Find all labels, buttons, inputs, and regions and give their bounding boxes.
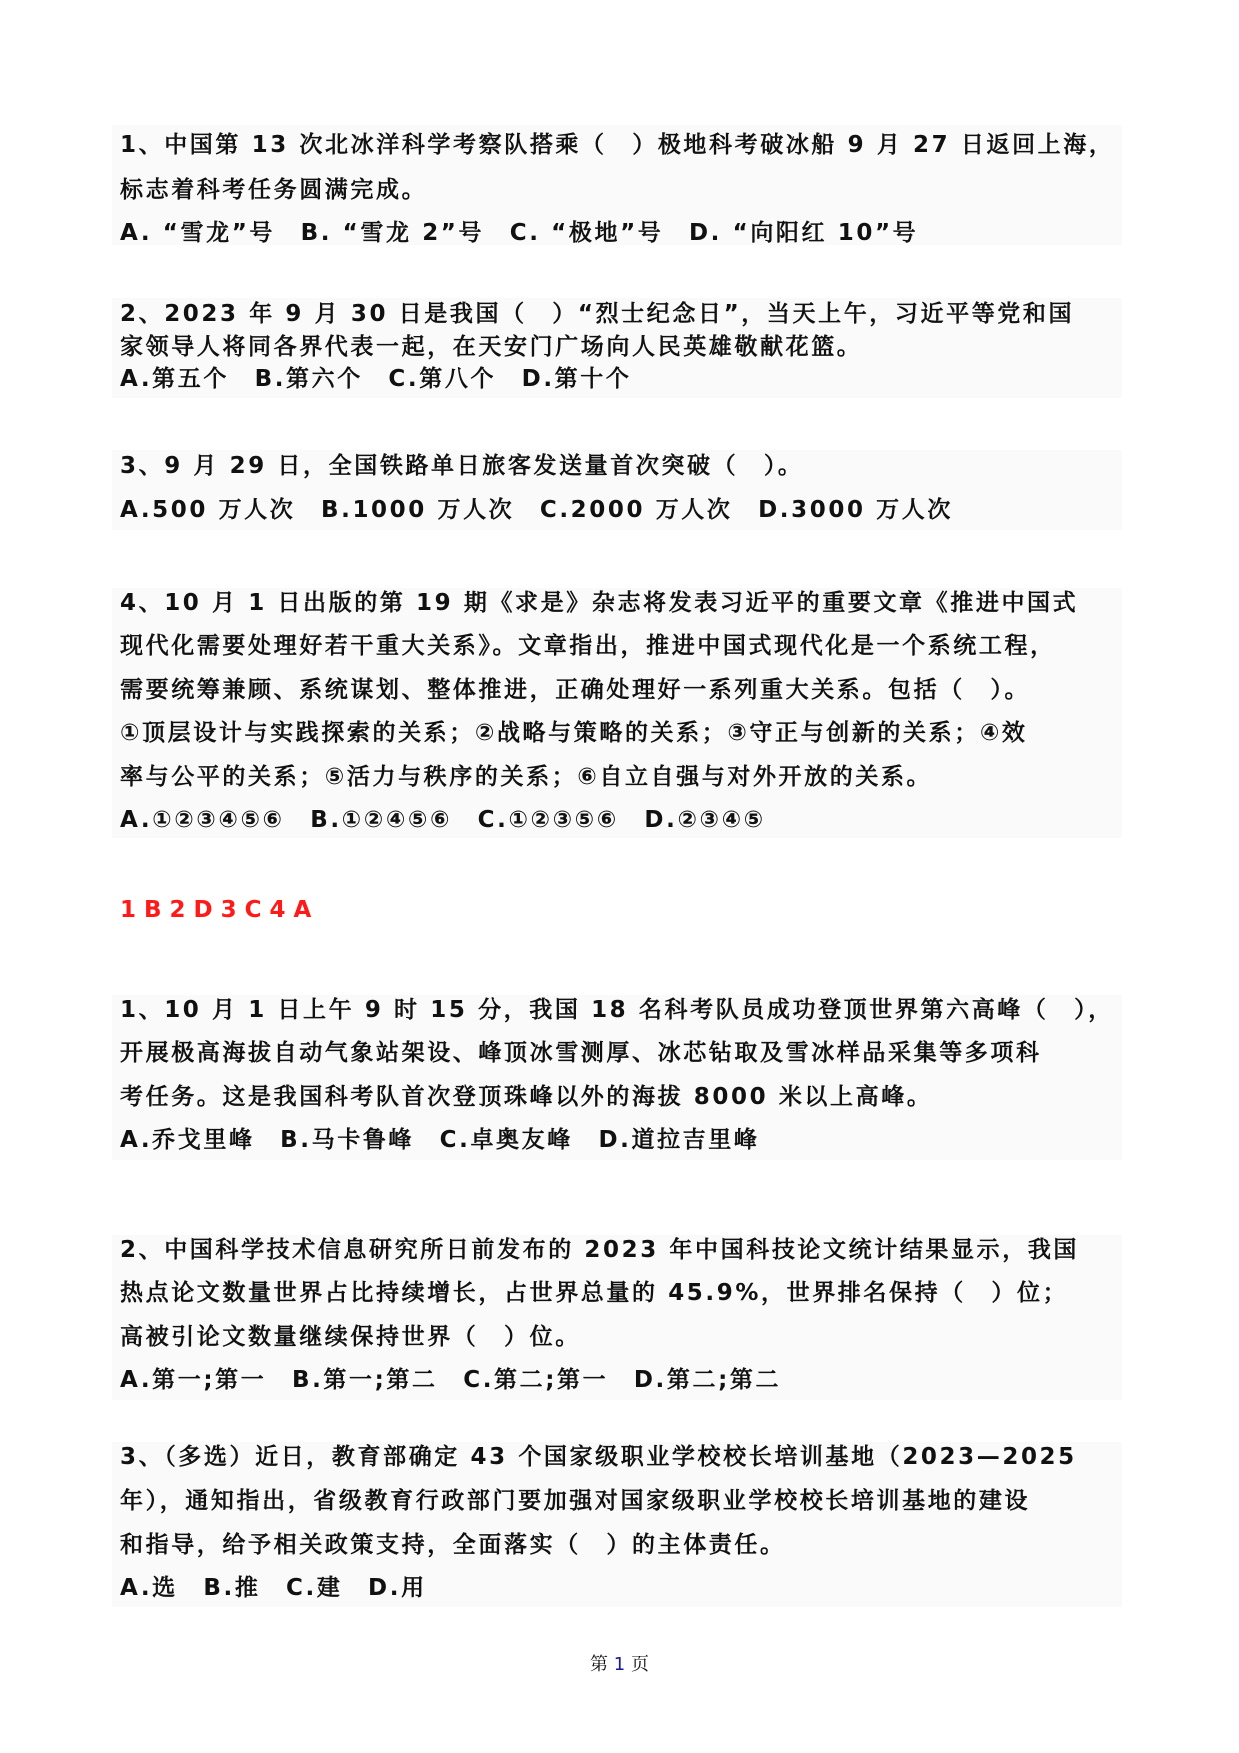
question-options: A.①②③④⑤⑥ B.①②④⑤⑥ C.①②③⑤⑥ D.②③④⑤ [120,807,766,833]
question-text: 热点论文数量世界占比持续增长，占世界总量的 45.9%，世界排名保持（ ）位； [120,1280,1069,1306]
question-text: 和指导，给予相关政策支持，全面落实（ ）的主体责任。 [120,1532,786,1558]
question-text: 开展极高海拔自动气象站架设、峰顶冰雪测厚、冰芯钻取及雪冰样品采集等多项科 [120,1040,1042,1066]
question-text: 高被引论文数量继续保持世界（ ）位。 [120,1324,581,1350]
question-text: 1、10 月 1 日上午 9 时 15 分，我国 18 名科考队员成功登顶世界第六高峰（ ）， [120,997,1114,1023]
question-text: 家领导人将同各界代表一起，在天安门广场向人民英雄敬献花篮。 [120,334,863,360]
question-options: A.选 B.推 C.建 D.用 [120,1575,427,1601]
question-text: 年），通知指出，省级教育行政部门要加强对国家级职业学校校长培训基地的建设 [120,1488,1031,1514]
question-text: 2、2023 年 9 月 30 日是我国（ ）“烈士纪念日”，当天上午，习近平等党和国 [120,301,1075,327]
question-text: 率与公平的关系；⑤活力与秩序的关系；⑥自立自强与对外开放的关系。 [120,764,933,790]
answer-key: 1B2D3C4A [120,897,320,923]
question-block [112,588,1122,838]
question-text: 需要统筹兼顾、系统谋划、整体推进，正确处理好一系列重大关系。包括（ ）。 [120,677,1031,703]
question-options: A.第五个 B.第六个 C.第八个 D.第十个 [120,366,632,392]
question-options: A.乔戈里峰 B.马卡鲁峰 C.卓奥友峰 D.道拉吉里峰 [120,1127,760,1153]
question-text: 4、10 月 1 日出版的第 19 期《求是》杂志将发表习近平的重要文章《推进中国式 [120,590,1079,616]
question-text: 3、9 月 29 日，全国铁路单日旅客发送量首次突破（ ）。 [120,453,804,479]
page-footer [0,1650,1239,1676]
question-text: 标志着科考任务圆满完成。 [120,177,428,203]
footer-suffix: 页 [630,1654,649,1675]
page-number: 1 [613,1654,626,1675]
question-text: 现代化需要处理好若干重大关系》。文章指出，推进中国式现代化是一个系统工程， [120,633,1056,659]
question-options: A. “雪龙”号 B. “雪龙 2”号 C. “极地”号 D. “向阳红 10”号 [120,220,919,246]
question-text: 考任务。这是我国科考队首次登顶珠峰以外的海拔 8000 米以上高峰。 [120,1084,933,1110]
question-text: ①顶层设计与实践探索的关系；②战略与策略的关系；③守正与创新的关系；④效 [120,720,1028,746]
question-options: A.500 万人次 B.1000 万人次 C.2000 万人次 D.3000 万人次 [120,497,953,523]
question-text: 1、中国第 13 次北冰洋科学考察队搭乘（ ）极地科考破冰船 9 月 27 日返回上海， [120,132,1115,158]
question-text: 2、中国科学技术信息研究所日前发布的 2023 年中国科技论文统计结果显示，我国 [120,1237,1080,1263]
question-text: 3、（多选）近日，教育部确定 43 个国家级职业学校校长培训基地（2023—2025 [120,1444,1077,1470]
question-options: A.第一;第一 B.第一;第二 C.第二;第一 D.第二;第二 [120,1367,782,1393]
footer-prefix: 第 [590,1654,609,1675]
